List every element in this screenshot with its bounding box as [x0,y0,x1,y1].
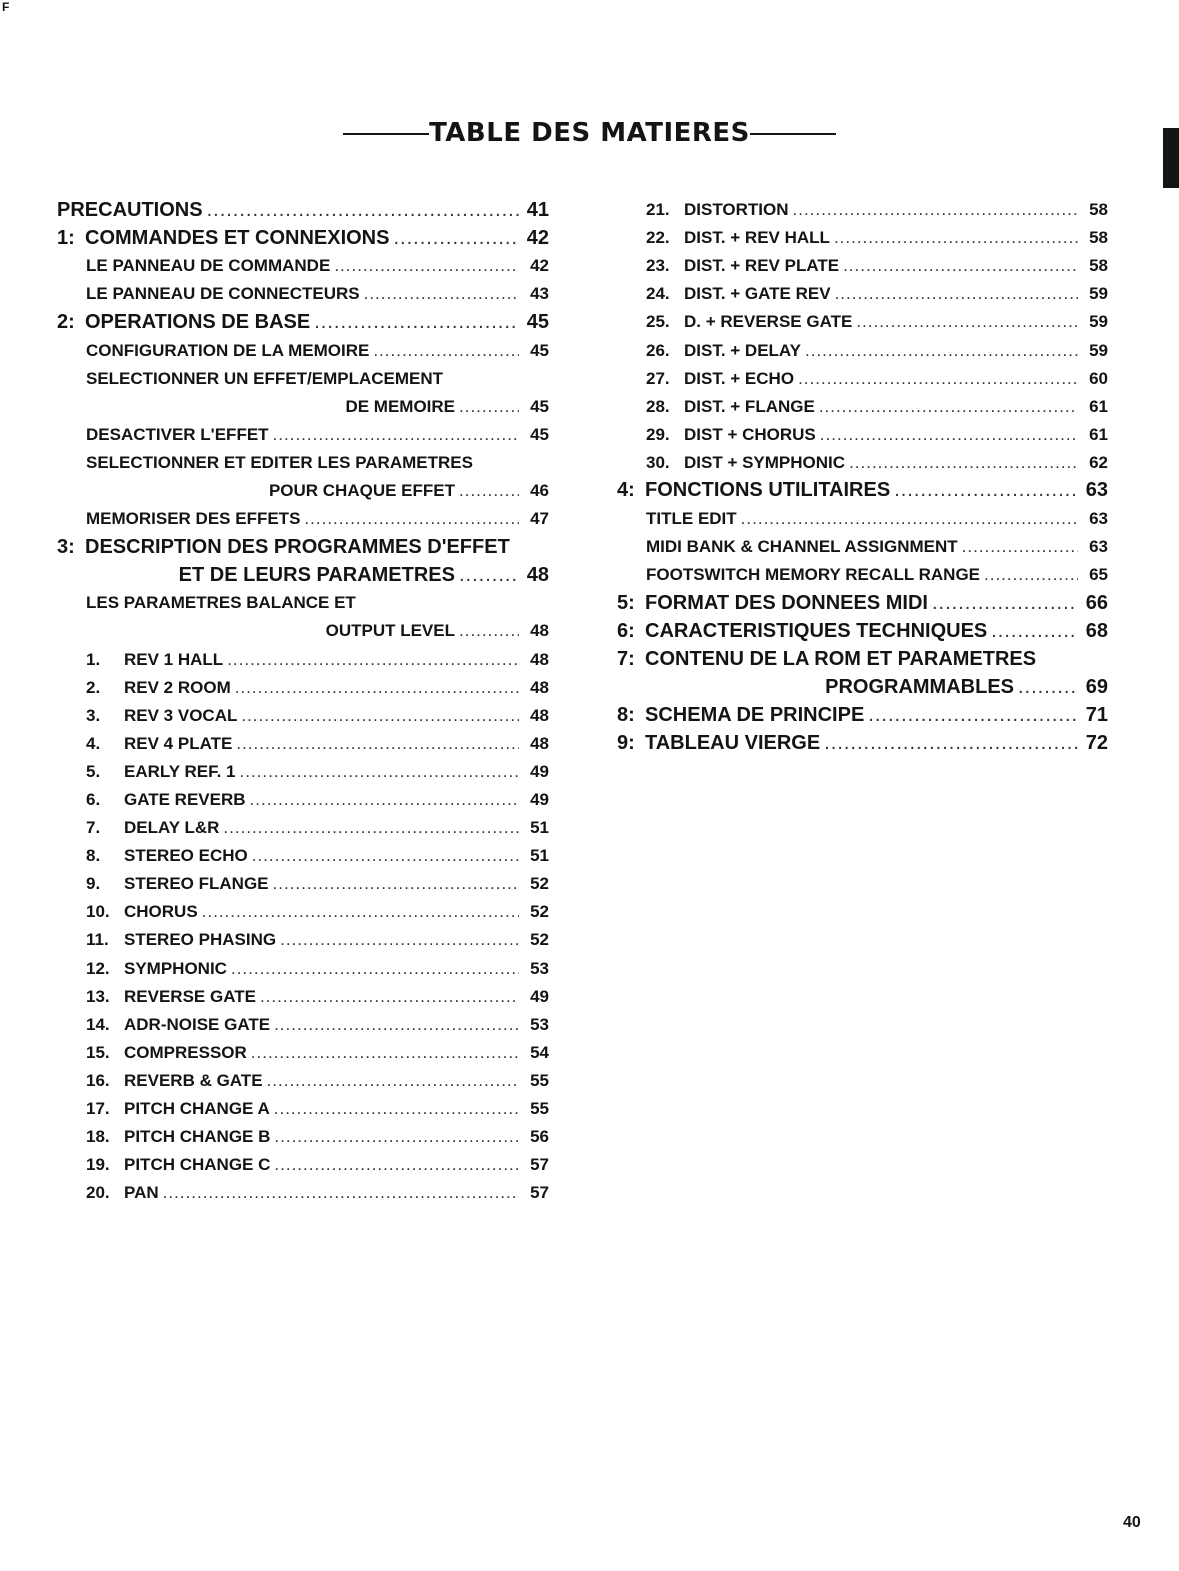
toc-entry-page: 63 [1089,537,1108,557]
toc-entry [617,224,1108,252]
toc-entry-page: 41 [526,198,549,221]
toc-entry [617,702,1108,730]
toc-entry-page: 48 [530,621,549,641]
toc-entry-number: 17. [86,1099,110,1119]
dot-leader [843,256,1078,276]
toc-entry-label: OUTPUT LEVEL [325,621,455,641]
toc-entry [57,955,549,983]
toc-entry-label: FORMAT DES DONNEES MIDI [645,591,928,614]
toc-entry [57,533,549,561]
toc-entry-label: REVERB & GATE [124,1070,263,1090]
toc-entry [57,421,549,449]
toc-entry [57,589,549,617]
toc-entry-label: COMPRESSOR [124,1042,247,1062]
dot-leader [991,620,1078,643]
toc-entry-label: DIST. + GATE REV [684,284,831,304]
toc-entry-label: DISTORTION [684,200,789,220]
dot-leader [856,312,1078,332]
toc-entry [57,365,549,393]
toc-entry-page: 49 [530,761,549,781]
dot-leader [274,1127,519,1147]
toc-entry [57,1151,549,1179]
dot-leader [962,537,1078,557]
toc-entry [57,1067,549,1095]
toc-entry-number: 7. [86,818,101,838]
dot-leader [393,227,519,250]
toc-entry-label: FONCTIONS UTILITAIRES [645,479,891,502]
toc-entry-page: 48 [530,649,549,669]
toc-entry-number: 22. [646,228,670,248]
dot-leader [820,425,1078,445]
dot-leader [223,818,519,838]
toc-entry-page: 55 [530,1070,549,1090]
toc-entry-page: 47 [530,509,549,529]
dot-leader [280,930,519,950]
toc-entry [57,870,549,898]
toc-entry [617,336,1108,364]
toc-entry-page: 71 [1085,704,1108,727]
toc-entry [57,308,549,336]
toc-entry-number: 3: [57,535,75,558]
toc-entry [57,1039,549,1067]
toc-entry [57,449,549,477]
toc-entry [617,421,1108,449]
toc-entry-label: DIST + SYMPHONIC [684,452,846,472]
toc-entry-label: DIST. + REV PLATE [684,256,840,276]
toc-entry [57,1123,549,1151]
toc-entry-label: DIST. + FLANGE [684,396,815,416]
toc-entry [617,646,1108,674]
toc-entry-label: DIST + CHORUS [684,424,816,444]
toc-entry-page: 66 [1085,591,1108,614]
toc-entry [57,646,549,674]
toc-entry-page: 48 [526,563,549,586]
toc-entry-label: CONTENU DE LA ROM ET PARAMETRES [645,648,1037,671]
dot-leader [163,1183,519,1203]
toc-entry-number: 4: [617,479,635,502]
toc-entry-label: REVERSE GATE [124,986,256,1006]
toc-entry-page: 52 [530,902,549,922]
toc-entry-label: REV 2 ROOM [124,677,231,697]
toc-entry-number: 27. [646,368,670,388]
toc-entry-number: 3. [86,705,101,725]
dot-leader [231,959,519,979]
toc-entry-page: 59 [1089,340,1108,360]
toc-entry-number: 20. [86,1183,110,1203]
toc-entry [57,898,549,926]
toc-entry-page: 59 [1089,312,1108,332]
toc-entry [57,252,549,280]
toc-entry-number: 23. [646,256,670,276]
toc-entry-page: 49 [530,986,549,1006]
toc-entry-label: PAN [124,1183,159,1203]
toc-entry-page: 48 [530,733,549,753]
toc-entry [617,196,1108,224]
toc-entry-page: 57 [530,1183,549,1203]
dot-leader [240,762,520,782]
toc-entry-number: 13. [86,986,110,1006]
toc-entry-label: TABLEAU VIERGE [645,732,821,755]
toc-entry-label: DELAY L&R [124,818,220,838]
toc-entry [57,1095,549,1123]
toc-entry [57,983,549,1011]
toc-entry-label: DIST. + ECHO [684,368,795,388]
toc-entry-page: 45 [530,396,549,416]
dot-leader [250,790,519,810]
toc-entry [617,477,1108,505]
toc-entry [57,702,549,730]
dot-leader [798,369,1078,389]
toc-entry-page: 45 [526,310,549,333]
toc-entry [617,365,1108,393]
toc-entry-label: DE MEMOIRE [345,396,455,416]
toc-entry-number: 11. [86,930,109,950]
dot-leader [849,453,1078,473]
dot-leader [834,228,1078,248]
dot-leader [304,509,519,529]
toc-entry-page: 46 [530,480,549,500]
toc-entry-label: DESACTIVER L'EFFET [86,424,269,444]
toc-entry-page: 57 [530,1155,549,1175]
toc-entry-number: 5. [86,761,101,781]
toc-entry-number: 6: [617,619,635,642]
dot-leader [364,284,519,304]
toc-entry [57,393,549,421]
toc-entry-number: 29. [646,424,670,444]
toc-entry [57,730,549,758]
dot-leader [459,397,519,417]
toc-entry-page: 45 [530,424,549,444]
dot-leader [793,200,1078,220]
toc-right-column [617,196,1108,758]
toc-entry-number: 2. [86,677,101,697]
dot-leader [274,1015,519,1035]
toc-entry-page: 53 [530,958,549,978]
toc-entry [617,393,1108,421]
dot-leader [932,592,1078,615]
toc-entry-label: OPERATIONS DE BASE [85,310,311,333]
toc-entry-label: PITCH CHANGE A [124,1099,270,1119]
corner-mark: F [2,0,10,14]
toc-entry-page: 42 [530,256,549,276]
toc-entry [617,533,1108,561]
toc-entry-page: 51 [530,818,549,838]
toc-entry [57,1011,549,1039]
dot-leader [241,706,519,726]
toc-entry [57,842,549,870]
toc-entry-page: 42 [526,226,549,249]
toc-entry-page: 72 [1085,732,1108,755]
dot-leader [202,902,519,922]
toc-entry [57,786,549,814]
title-text: TABLE DES MATIERES [429,118,750,148]
toc-entry-number: 15. [86,1042,110,1062]
toc-entry-page: 56 [530,1127,549,1147]
toc-entry-page: 68 [1085,619,1108,642]
toc-entry [57,814,549,842]
toc-entry-page: 52 [530,930,549,950]
dot-leader [868,704,1078,727]
toc-entry-label: COMMANDES ET CONNEXIONS [85,226,390,249]
toc-entry-page: 65 [1089,565,1108,585]
toc-entry-label: REV 4 PLATE [124,733,233,753]
toc-entry-page: 69 [1085,676,1108,699]
title-rule-left [343,133,429,135]
toc-entry-number: 5: [617,591,635,614]
dot-leader [227,650,519,670]
toc-entry-number: 30. [646,452,670,472]
toc-entry [617,674,1108,702]
toc-entry-label: REV 1 HALL [124,649,224,669]
toc-entry-page: 51 [530,846,549,866]
toc-entry-number: 2: [57,310,75,333]
dot-leader [334,256,519,276]
toc-entry-page: 45 [530,340,549,360]
toc-entry-number: 21. [646,200,670,220]
toc-entry-label: EARLY REF. 1 [124,761,236,781]
toc-entry-page: 55 [530,1099,549,1119]
toc-entry-page: 63 [1089,509,1108,529]
toc-entry-number: 9: [617,732,635,755]
toc-entry-page: 53 [530,1014,549,1034]
dot-leader [373,341,519,361]
toc-entry-label: STEREO PHASING [124,930,277,950]
dot-leader [459,481,519,501]
dot-leader [207,199,519,222]
dot-leader [273,425,519,445]
toc-entry-label: CARACTERISTIQUES TECHNIQUES [645,619,988,642]
toc-left-column [57,196,549,1207]
toc-entry-number: 6. [86,790,101,810]
toc-entry-number: 28. [646,396,670,416]
toc-entry-label: DIST. + DELAY [684,340,801,360]
toc-entry-label: LE PANNEAU DE CONNECTEURS [86,284,360,304]
toc-entry-label: MEMORISER DES EFFETS [86,509,301,529]
dot-leader [805,341,1078,361]
dot-leader [459,564,519,587]
toc-entry [57,477,549,505]
toc-entry [617,617,1108,645]
dot-leader [273,874,519,894]
toc-entry-page: 59 [1089,284,1108,304]
dot-leader [252,846,519,866]
toc-entry-page: 48 [530,705,549,725]
toc-entry-page: 43 [530,284,549,304]
toc-entry-number: 12. [86,958,110,978]
toc-entry-number: 14. [86,1014,110,1034]
toc-entry [617,561,1108,589]
toc-entry-label: D. + REVERSE GATE [684,312,853,332]
toc-entry [617,730,1108,758]
title-rule-right [750,133,836,135]
toc-entry-page: 61 [1089,396,1108,416]
toc-entry-label: ADR-NOISE GATE [124,1014,271,1034]
dot-leader [274,1099,519,1119]
dot-leader [314,311,519,334]
toc-entry-number: 16. [86,1070,110,1090]
dot-leader [274,1155,519,1175]
toc-entry [57,336,549,364]
toc-entry [57,1179,549,1207]
toc-entry-label: REV 3 VOCAL [124,705,238,725]
toc-entry-label: SCHEMA DE PRINCIPE [645,704,865,727]
toc-entry [617,252,1108,280]
toc-entry-page: 52 [530,874,549,894]
toc-entry-page: 58 [1089,200,1108,220]
toc-entry-label: SELECTIONNER UN EFFET/EMPLACEMENT [86,368,444,388]
toc-entry-label: POUR CHAQUE EFFET [268,480,455,500]
toc-entry-page: 54 [530,1042,549,1062]
toc-entry [617,505,1108,533]
toc-entry-number: 18. [86,1127,110,1147]
toc-entry-label: LE PANNEAU DE COMMANDE [86,256,331,276]
toc-entry [57,758,549,786]
toc-entry-label: ET DE LEURS PARAMETRES [178,563,455,586]
toc-entry-label: MIDI BANK & CHANNEL ASSIGNMENT [646,537,958,557]
toc-entry-label: SELECTIONNER ET EDITER LES PARAMETRES [86,452,473,472]
dot-leader [741,509,1078,529]
dot-leader [235,678,519,698]
toc-entry [57,196,549,224]
dot-leader [824,732,1078,755]
toc-entry-page: 63 [1085,479,1108,502]
toc-entry-page: 48 [530,677,549,697]
dot-leader [984,565,1078,585]
dot-leader [819,397,1078,417]
toc-entry-number: 7: [617,648,635,671]
toc-entry [57,926,549,954]
toc-entry-number: 25. [646,312,670,332]
toc-entry-label: LES PARAMETRES BALANCE ET [86,593,356,613]
toc-entry-page: 58 [1089,256,1108,276]
dot-leader [251,1043,519,1063]
toc-entry-number: 1: [57,226,75,249]
toc-entry-label: CONFIGURATION DE LA MEMOIRE [86,340,370,360]
dot-leader [835,284,1078,304]
dot-leader [267,1071,519,1091]
dot-leader [894,479,1078,502]
toc-entry-label: DIST. + REV HALL [684,228,830,248]
toc-entry [57,224,549,252]
toc-entry [57,617,549,645]
page-title [0,118,1179,148]
dot-leader [459,621,519,641]
toc-entry-label: STEREO ECHO [124,846,248,866]
toc-entry-number: 9. [86,874,101,894]
toc-entry-page: 49 [530,790,549,810]
toc-entry-page: 62 [1089,452,1108,472]
toc-entry-page: 60 [1089,368,1108,388]
toc-entry [617,449,1108,477]
toc-entry-label: STEREO FLANGE [124,874,269,894]
toc-entry-number: 4. [86,733,101,753]
toc-entry [57,505,549,533]
toc-entry [57,280,549,308]
toc-entry-number: 8: [617,704,635,727]
dot-leader [1018,676,1078,699]
toc-entry-number: 24. [646,284,670,304]
dot-leader [260,987,519,1007]
toc-entry [57,561,549,589]
toc-entry-label: DESCRIPTION DES PROGRAMMES D'EFFET [85,535,510,558]
toc-entry-label: PROGRAMMABLES [825,676,1014,699]
toc-entry-number: 8. [86,846,101,866]
dot-leader [236,734,519,754]
toc-entry-label: SYMPHONIC [124,958,227,978]
toc-entry-number: 26. [646,340,670,360]
toc-entry [617,589,1108,617]
toc-entry-number: 10. [86,902,110,922]
toc-entry-label: PRECAUTIONS [57,198,203,221]
toc-entry-label: FOOTSWITCH MEMORY RECALL RANGE [646,565,981,585]
toc-entry-number: 19. [86,1155,110,1175]
toc-entry-number: 1. [86,649,101,669]
toc-entry [617,308,1108,336]
page-number: 40 [1123,1514,1141,1531]
toc-entry-page: 58 [1089,228,1108,248]
toc-entry-page: 61 [1089,424,1108,444]
toc-entry-label: GATE REVERB [124,790,246,810]
toc-entry-label: CHORUS [124,902,198,922]
toc-entry [617,280,1108,308]
toc-entry [57,674,549,702]
toc-entry-label: PITCH CHANGE C [124,1155,271,1175]
toc-entry-label: PITCH CHANGE B [124,1127,271,1147]
toc-entry-label: TITLE EDIT [646,509,737,529]
